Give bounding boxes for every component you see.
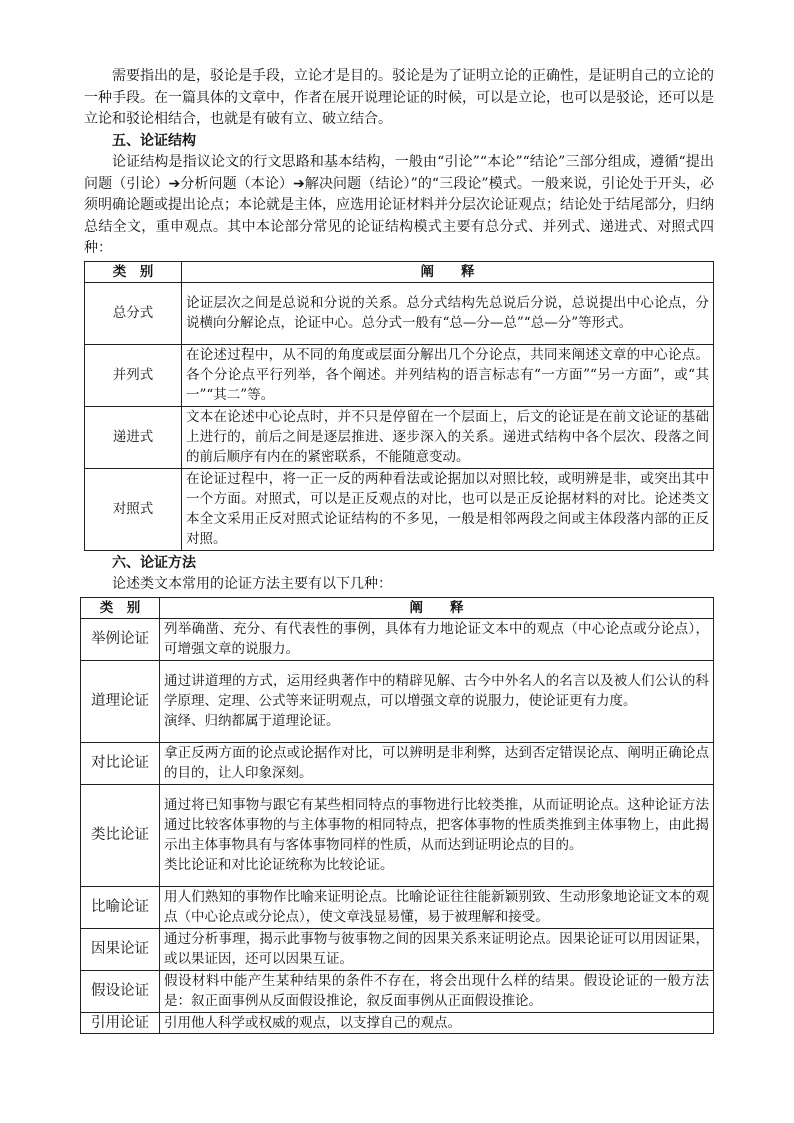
row-category: 比喻论证 bbox=[81, 886, 160, 928]
table-row bbox=[85, 344, 714, 406]
table-row bbox=[81, 886, 714, 928]
row-note: 演绎、归纳都属于道理论证。 bbox=[164, 713, 340, 729]
intro-paragraph: 需要指出的是，驳论是手段，立论才是目的。驳论是为了证明立论的正确性，是证明自己的立论的一种手段。在一篇具体的文章中，作者在展开说理论证的时候，可以是立论，也可以是驳论，还可以是立论和驳论相结合，也就是有破有立、破立结合。 bbox=[84, 68, 714, 127]
table-row bbox=[85, 406, 714, 468]
table-row bbox=[85, 282, 714, 344]
row-text: 论证层次之间是总说和分说的关系。总分式结构先总说后分说，总说提出中心论点，分说横向分解论点，论证中心。总分式一般有“总—分—总”“总—分”等形式。 bbox=[182, 282, 714, 344]
row-category: 对照式 bbox=[85, 468, 182, 550]
row-text: 假设材料中能产生某种结果的条件不存在，将会出现什么样的结果。假设论证的一般方法是：叙正面事例从反面假设推论，叙反面事例从正面假设推论。 bbox=[164, 973, 709, 1009]
table-row bbox=[81, 660, 714, 742]
table-header-row bbox=[81, 597, 714, 618]
section5-heading: 五、论证结构 bbox=[112, 132, 196, 149]
row-text: 在论述过程中，从不同的角度或层面分解出几个分论点，共同来阐述文章的中心论点。各个分论点平行列举，各个阐述。并列结构的语言标志有“一方面”“另一方面”，或“其一”“其二”等。 bbox=[182, 344, 714, 406]
row-category: 假设论证 bbox=[81, 970, 160, 1012]
section6-paragraph: 论述类文本常用的论证方法主要有以下几种： bbox=[112, 576, 392, 592]
table-row bbox=[81, 618, 714, 660]
header-explanation: 阐 释 bbox=[182, 261, 714, 282]
table-row bbox=[85, 468, 714, 550]
row-category: 递进式 bbox=[85, 406, 182, 468]
row-text: 在论证过程中，将一正一反的两种看法或论据加以对照比较，或明辨是非，或突出其中一个方面。对照式，可以是正反观点的对比，也可以是正反论据材料的对比。论述类文本全文采用正反对照式论证结构的不多见，一般是相邻两段之间或主体段落内部的正反对照。 bbox=[182, 468, 714, 550]
row-category: 并列式 bbox=[85, 344, 182, 406]
row-text: 列举确凿、充分、有代表性的事例，具体有力地论证文本中的观点（中心论点或分论点），可增强文章的说服力。 bbox=[164, 621, 709, 657]
row-category: 因果论证 bbox=[81, 928, 160, 970]
table-row bbox=[81, 784, 714, 886]
row-note: 类比论证和对比论证统称为比较论证。 bbox=[164, 857, 394, 873]
header-category: 类 别 bbox=[81, 597, 160, 618]
row-category: 类比论证 bbox=[81, 784, 160, 886]
methods-table bbox=[80, 597, 714, 1034]
table-row bbox=[81, 742, 714, 784]
row-text: 通过分析事理，揭示此事物与彼事物之间的因果关系来证明论点。因果论证可以用因证果，或以果证因，还可以因果互证。 bbox=[164, 931, 709, 967]
section6-heading: 六、论证方法 bbox=[112, 554, 196, 571]
table-row bbox=[81, 970, 714, 1012]
row-category: 举例论证 bbox=[81, 618, 160, 660]
row-text: 通过将已知事物与跟它有某些相同特点的事物进行比较类推，从而证明论点。这种论证方法通过比较客体事物的与主体事物的相同特点，把客体事物的性质类推到主体事物上，由此揭示出主体事物具有与客体事物同样的性质，从而达到证明论点的目的。 bbox=[164, 797, 709, 853]
table-header-row bbox=[85, 261, 714, 282]
row-text: 文本在论述中心论点时，并不只是停留在一个层面上，后文的论证是在前文论证的基础上进行的，前后之间是逐层推进、逐步深入的关系。递进式结构中各个层次、段落之间的前后顺序有内在的紧密联系，不能随意变动。 bbox=[182, 406, 714, 468]
header-explanation: 阐 释 bbox=[160, 597, 714, 618]
row-text: 通过讲道理的方式，运用经典著作中的精辟见解、古今中外名人的名言以及被人们公认的科学原理、定理、公式等来证明观点，可以增强文章的说服力，使论证更有力度。 bbox=[164, 673, 709, 709]
table-row bbox=[81, 1012, 714, 1033]
row-category: 对比论证 bbox=[81, 742, 160, 784]
row-category: 道理论证 bbox=[81, 660, 160, 742]
structure-table bbox=[84, 261, 714, 551]
table-row bbox=[81, 928, 714, 970]
row-category: 总分式 bbox=[85, 282, 182, 344]
header-category: 类 别 bbox=[85, 261, 182, 282]
row-text: 拿正反两方面的论点或论据作对比，可以辨明是非利弊，达到否定错误论点、阐明正确论点的目的，让人印象深刻。 bbox=[164, 745, 709, 781]
section5-paragraph: 论证结构是指议论文的行文思路和基本结构，一般由“引论”“本论”“结论”三部分组成，遵循“提出问题（引论）➔分析问题（本论）➔解决问题（结论）”的“三段论”模式。一般来说，引论处于开头，必须明确论题或提出论点；本论就是主体，应选用论证材料并分层次论证观点；结论处于结尾部分，归纳总结全文，重申观点。其中本论部分常见的论证结构模式主要有总分式、并列式、递进式、对照式四种： bbox=[84, 154, 714, 256]
row-category: 引用论证 bbox=[81, 1012, 160, 1033]
document-page bbox=[84, 66, 714, 1036]
row-text: 用人们熟知的事物作比喻来证明论点。比喻论证往往能新颖别致、生动形象地论证文本的观点（中心论点或分论点），使文章浅显易懂，易于被理解和接受。 bbox=[164, 889, 709, 925]
row-text: 引用他人科学或权威的观点，以支撑自己的观点。 bbox=[164, 1014, 461, 1031]
